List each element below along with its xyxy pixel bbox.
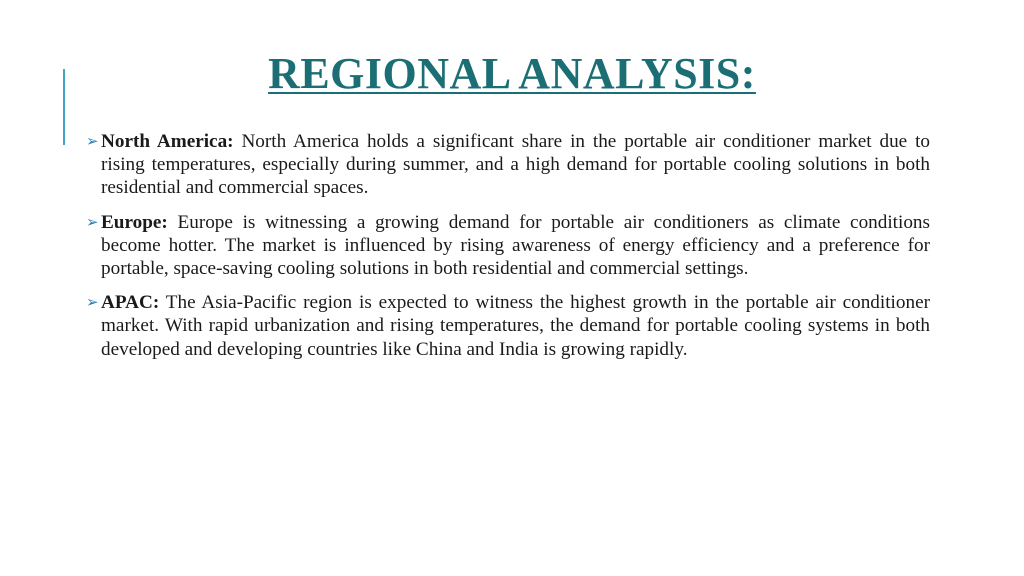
bullet-north-america	[88, 130, 930, 200]
bullet-europe	[88, 211, 930, 281]
bullet-label: Europe:	[101, 211, 168, 233]
bullet-text: Europe is witnessing a growing demand for portable air conditioners as climate conditions become hotter. The market is influenced by rising awareness of energy efficiency and a preference for portable, space-saving cooling solutions in both residential and commercial settings.	[101, 211, 930, 280]
bullet-label: APAC:	[101, 292, 160, 314]
slide-title	[0, 48, 1024, 100]
slide-title-text: REGIONAL ANALYSIS:	[268, 49, 756, 98]
arrow-right-icon: ➢	[86, 132, 99, 150]
arrow-right-icon: ➢	[86, 212, 99, 231]
bullet-text: The Asia-Pacific region is expected to witness the highest growth in the portable air conditioner market. With rapid urbanization and rising temperatures, the demand for portable cooling systems in both developed and developing countries like China and India is growing rapidly.	[101, 292, 930, 360]
bullet-label: North America:	[101, 131, 234, 152]
bullet-list	[88, 130, 930, 372]
bullet-apac	[88, 291, 930, 361]
bullet-text: North America holds a significant share in the portable air conditioner market due to rising temperatures, especially during summer, and a high demand for portable cooling solutions in both residential and commercial spaces.	[101, 131, 930, 199]
arrow-right-icon: ➢	[86, 293, 99, 312]
